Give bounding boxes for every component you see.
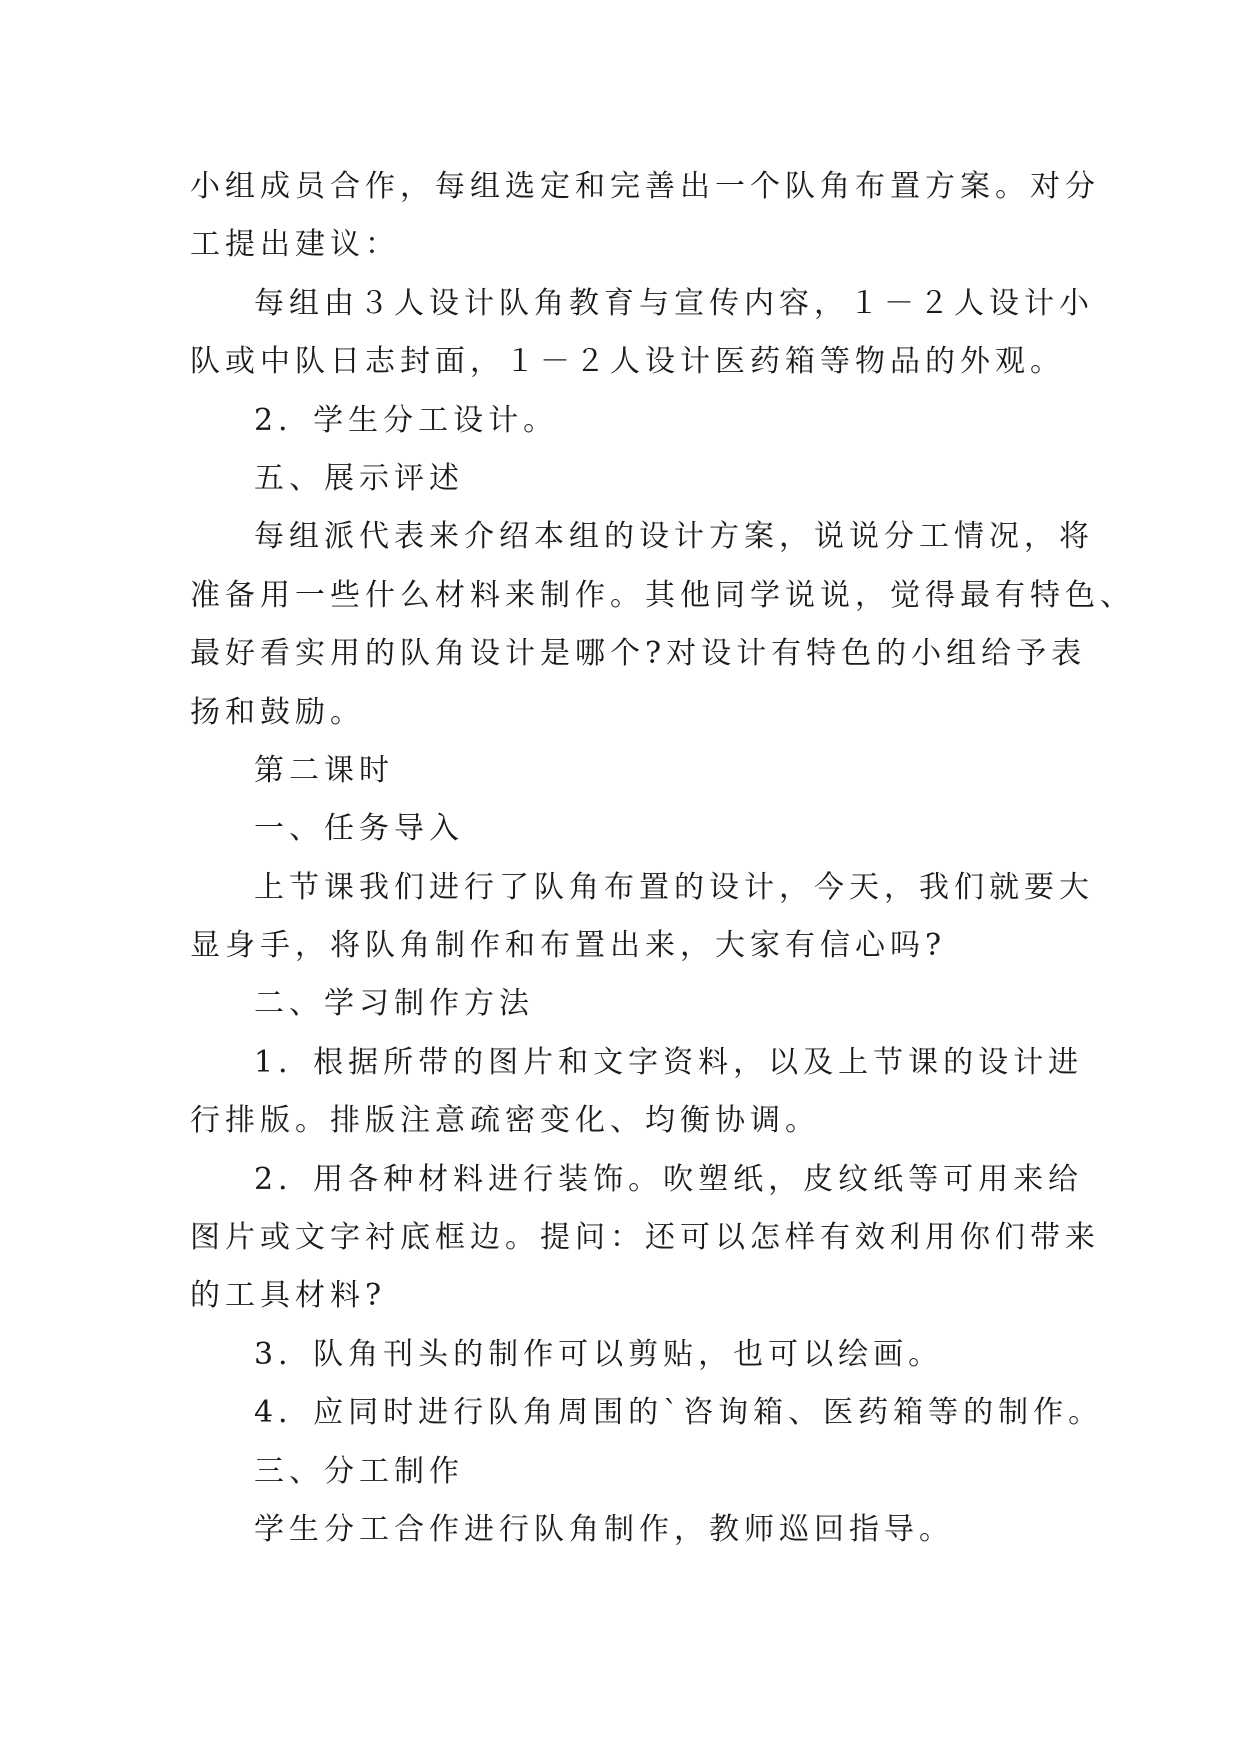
- text-line: 上节课我们进行了队角布置的设计，今天，我们就要大: [254, 869, 1094, 905]
- text-line: 每组派代表来介绍本组的设计方案，说说分工情况，将: [254, 519, 1094, 555]
- text-line: 1．根据所带的图片和文字资料，以及上节课的设计进: [254, 1044, 1084, 1080]
- section-heading: 一、任务导入: [254, 811, 464, 847]
- section-heading: 五、展示评述: [254, 460, 464, 496]
- section-heading: 三、分工制作: [254, 1453, 464, 1489]
- section-heading: 二、学习制作方法: [254, 986, 534, 1022]
- text-line: 图片或文字衬底框边。提问：还可以怎样有效利用你们带来: [190, 1220, 1100, 1256]
- text-line: 行排版。排版注意疏密变化、均衡协调。: [190, 1103, 820, 1139]
- text-line: 准备用一些什么材料来制作。其他同学说说，觉得最有特色、: [190, 577, 1135, 613]
- text-line: 队或中队日志封面，１－２人设计医药箱等物品的外观。: [190, 344, 1065, 380]
- section-heading: 第二课时: [254, 752, 394, 788]
- text-line: 2．用各种材料进行装饰。吹塑纸，皮纹纸等可用来给: [254, 1161, 1084, 1197]
- text-line: 每组由３人设计队角教育与宣传内容，１－２人设计小: [254, 285, 1094, 321]
- document-body: [190, 158, 1135, 1559]
- text-line: 扬和鼓励。: [190, 694, 365, 730]
- text-line: 3．队角刊头的制作可以剪贴，也可以绘画。: [254, 1336, 944, 1372]
- text-line: 最好看实用的队角设计是哪个?对设计有特色的小组给予表: [190, 636, 1087, 672]
- text-line: 学生分工合作进行队角制作，教师巡回指导。: [254, 1511, 954, 1547]
- text-line: 显身手，将队角制作和布置出来，大家有信心吗?: [190, 928, 947, 964]
- text-line: 工提出建议：: [190, 227, 400, 263]
- text-line: 小组成员合作，每组选定和完善出一个队角布置方案。对分: [190, 169, 1100, 204]
- text-line: 的工具材料?: [190, 1278, 387, 1314]
- text-line: 2．学生分工设计。: [254, 402, 559, 438]
- text-line: 4．应同时进行队角周围的`咨询箱、医药箱等的制作。: [254, 1395, 1104, 1431]
